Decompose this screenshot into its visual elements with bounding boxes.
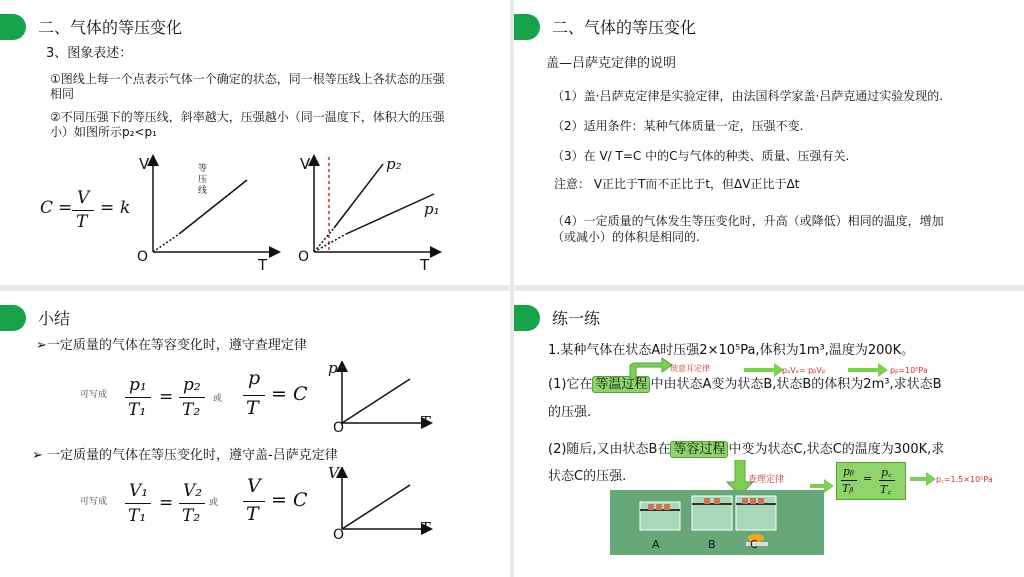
law-note: 注意： V正比于T而不正比于t，但ΔV正比于Δt (554, 177, 800, 191)
charles-formula-box: pᵦ Tᵦ = p꜀ T꜀ (836, 462, 906, 500)
graph-1-origin: O (137, 249, 149, 265)
graph-2-y-label: V (300, 155, 311, 173)
isobar-p1-label: p₁ (424, 200, 440, 218)
gay-lussac-equation: V₁ T₁ = V₂ T₂ 或 V T = C (125, 481, 325, 531)
isobar-p2-label: p₂ (386, 155, 402, 173)
isobar-summary-origin: O (333, 527, 345, 543)
gas-experiment-illustration (610, 490, 824, 555)
charles-law-statement: ➢一定质量的气体在等容变化时，遵守查理定律 (36, 338, 307, 353)
boyle-equation: pₐVₐ= pᵦVᵦ (782, 366, 826, 375)
point-2-line-1: ②不同压强下的等压线，斜率越大，压强越小（同一温度下，体积大的压强 (50, 110, 445, 124)
isobar-label: 等压线 (198, 164, 208, 196)
question-1-part-2-line-2: 状态C的压强. (548, 469, 627, 484)
arrow-3-head (824, 479, 834, 493)
slide-isobaric-graph: 二、气体的等压变化 3、图象表述： ①图线上每一个点表示气体一个确定的状态，同一根等压线上各状态的压强 相同 ②不同压强下的等压线，斜率越大，压强越小（同一温度下，体积大的压强 小）如图所示p₂<p₁ C = V T = k V T O 等压线 V T O p₂ p₁ (0, 0, 510, 285)
slide-title: 二、气体的等压变化 (552, 18, 697, 37)
isobar-summary-y-label: V (328, 464, 339, 482)
section-marker (514, 305, 540, 331)
law-item-4-line-2: （或减小）的体积是相同的. (552, 230, 700, 244)
isochoric-highlight: 等容过程 (670, 441, 728, 458)
point-2-line-2: 小）如图所示p₂<p₁ (50, 125, 157, 139)
question-1-part-2: (2)随后,又由状态B在 等容过程 中变为状态C,状态C的温度为300K,求 (548, 442, 945, 457)
point-1-line-2: 相同 (50, 87, 75, 101)
state-b-label: B (708, 538, 716, 551)
slide-gay-lussac-notes (514, 0, 1024, 285)
arrow-2-head (878, 363, 888, 377)
question-1: 1.某种气体在状态A时压强2×10⁵Pa,体积为1m³,温度为200K。 (548, 343, 915, 358)
isothermal-highlight: 等温过程 (592, 376, 650, 393)
law-item-3: （3）在 V/ T=C 中的C与气体的种类、质量、压强有关. (552, 149, 850, 163)
slide-practice (514, 291, 1024, 577)
isobar-summary-x-label: T (420, 519, 431, 537)
gay-lussac-prefix: 可写成 (80, 497, 108, 507)
state-a-label: A (652, 538, 660, 551)
section-subtitle: 3、图象表述： (46, 46, 133, 61)
law-heading: 盖—吕萨克定律的说明 (546, 56, 677, 71)
graph-1-y-label: V (139, 155, 150, 173)
cylinders-drawing (610, 490, 824, 555)
charles-prefix: 可写成 (80, 390, 108, 400)
slide-summary (0, 291, 510, 577)
graph-2-origin: O (298, 249, 310, 265)
section-marker (0, 305, 26, 331)
slide-title: 练一练 (552, 309, 601, 328)
question-1-part-1-line-2: 的压强. (548, 405, 592, 420)
law-item-1: （1）盖·吕萨克定律是实验定律，由法国科学家盖·吕萨克通过实验发现的. (552, 89, 944, 103)
gay-lussac-law-statement: ➢ 一定质量的气体在等压变化时，遵守盖-吕萨克定律 (32, 448, 338, 463)
state-c-label: C (750, 538, 758, 551)
section-marker (514, 14, 540, 40)
isochore-x-label: T (420, 413, 431, 431)
arrow-4-head (926, 472, 936, 486)
law-item-4-line-1: （4）一定质量的气体发生等压变化时，升高（或降低）相同的温度，增加 (552, 214, 944, 228)
section-marker (0, 14, 26, 40)
graph-1-x-label: T (258, 256, 268, 274)
slide-title: 小结 (38, 309, 71, 328)
arrow-1 (744, 368, 778, 372)
graph-2-x-label: T (420, 256, 430, 274)
isochore-y-label: p (328, 359, 338, 377)
charles-law-label: 查理定律 (748, 475, 785, 485)
law-item-2: （2）适用条件：某种气体质量一定，压强不变. (552, 119, 804, 133)
pressure-c-result: p꜀=1.5×10⁵Pa (936, 475, 993, 484)
arrow-2 (848, 368, 882, 372)
question-1-part-1: (1)它在 等温过程 中由状态A变为状态B,状态B的体积为2m³,求状态B (548, 377, 942, 392)
isochore-origin: O (333, 420, 345, 436)
pressure-b-result: pᵦ=10⁵Pa (890, 366, 928, 375)
boyle-arrow (626, 357, 674, 381)
boyle-law-label: 玻意耳定律 (670, 364, 710, 373)
charles-equation: p₁ T₁ = p₂ T₂ 或 p T = C (125, 375, 325, 425)
slide-title: 二、气体的等压变化 (38, 18, 183, 37)
point-1-line-1: ①图线上每一个点表示气体一个确定的状态，同一根等压线上各状态的压强 (50, 72, 445, 86)
